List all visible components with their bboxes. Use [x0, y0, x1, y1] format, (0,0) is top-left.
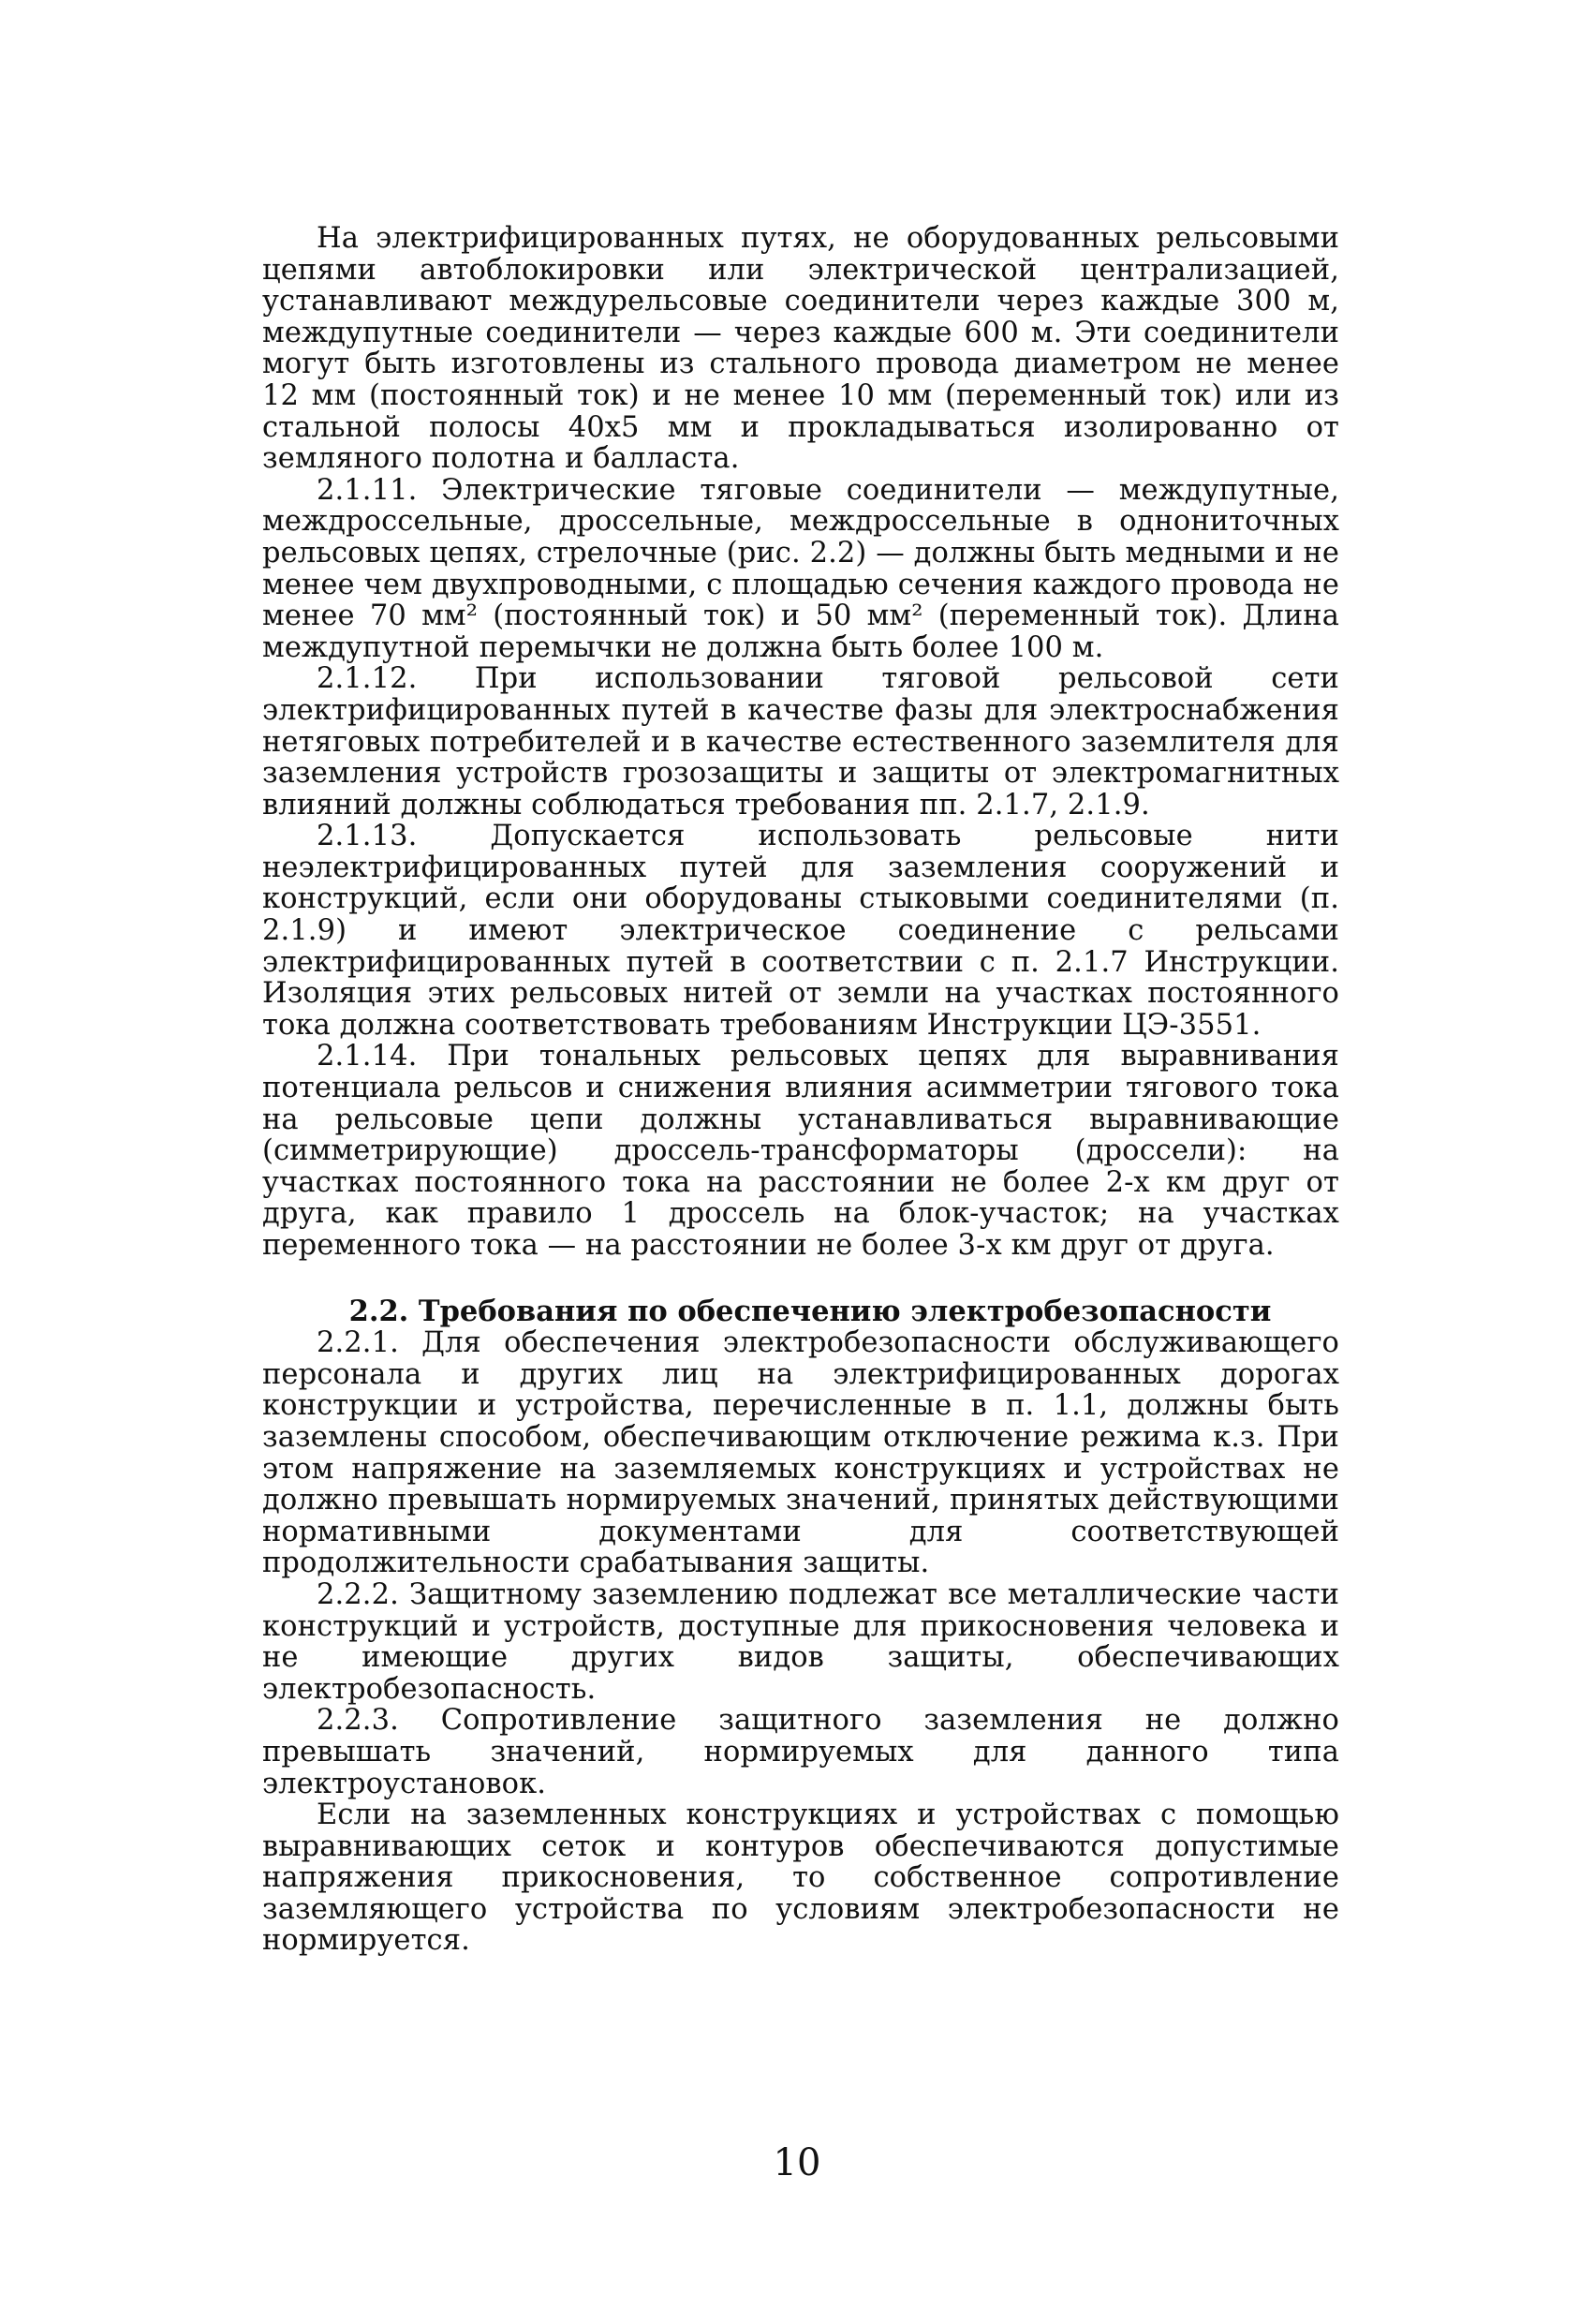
paragraph-2-1-13: 2.1.13. Допускается использовать рельсовые нити неэлектрифицированных путей для заземления сооружений и конструкций, если они оборудованы стыковыми соединителями (п. 2.1.9) и имеют электрическое соединение с рельсами электрифицированных путей в соответствии с п. 2.1.7 Инструкции. Изоляция этих рельсовых нитей от земли на участках постоянного тока должна соответствовать требованиям Инструкции ЦЭ-3551.: [262, 820, 1339, 1042]
paragraph-2-2-3-continuation: Если на заземленных конструкциях и устройствах с помощью выравнивающих сеток и контуров обеспечиваются допустимые напряжения прикосновения, то собственное сопротивление заземляющего устройства по условиям электробезопасности не нормируется.: [262, 1799, 1339, 1958]
paragraph-2-1-12: 2.1.12. При использовании тяговой рельсовой сети электрифицированных путей в качестве фазы для электроснабжения нетяговых потребителей и в качестве естественного заземлителя для заземления устройств грозозащиты и защиты от электромагнитных влияний должны соблюдаться требования пп. 2.1.7, 2.1.9.: [262, 662, 1339, 822]
paragraph-2-2-3: 2.2.3. Сопротивление защитного заземления не должно превышать значений, нормируемых для данного типа электроустановок.: [262, 1704, 1339, 1800]
paragraph-intro: На электрифицированных путях, не оборудованных рельсовыми цепями автоблокировки или электрической централизацией, устанавливают междурельсовые соединители через каждые 300 м, междупутные соединители — через каждые 600 м. Эти соединители могут быть изготовлены из стального провода диаметром не менее 12 мм (постоянный ток) и не менее 10 мм (переменный ток) или из стальной полосы 40x5 мм и прокладываться изолированно от земляного полотна и балласта.: [262, 222, 1339, 476]
paragraph-2-2-2: 2.2.2. Защитному заземлению подлежат все металлические части конструкций и устройств, доступные для прикосновения человека и не имеющие других видов защиты, обеспечивающих электробезопасность.: [262, 1577, 1339, 1706]
section-heading-2-2: 2.2. Требования по обеспечению электробезопасности: [348, 1294, 1272, 1328]
page-number: 10: [773, 2141, 821, 2184]
document-page: [262, 223, 1339, 1957]
paragraph-2-1-11: 2.1.11. Электрические тяговые соединители — междупутные, междроссельные, дроссельные, междроссельные в однониточных рельсовых цепях, стрелочные (рис. 2.2) — должны быть медными и не менее чем двухпроводными, с площадью сечения каждого провода не менее 70 мм² (постоянный ток) и 50 мм² (переменный ток). Длина междупутной перемычки не должна быть более 100 м.: [262, 473, 1339, 664]
paragraph-2-1-14: 2.1.14. При тональных рельсовых цепях для выравнивания потенциала рельсов и снижения влияния асимметрии тягового тока на рельсовые цепи должны устанавливаться выравнивающие (симметрирующие) дроссель-трансформаторы (дроссели): на участках постоянного тока на расстоянии не более 2-х км друг от друга, как правило 1 дроссель на блок-участок; на участках переменного тока — на расстоянии не более 3-х км друг от друга.: [262, 1040, 1339, 1262]
paragraph-2-2-1: 2.2.1. Для обеспечения электробезопасности обслуживающего персонала и других лиц на электрифицированных дорогах конструкции и устройства, перечисленные в п. 1.1, должны быть заземлены способом, обеспечивающим отключение режима к.з. При этом напряжение на заземляемых конструкциях и устройствах не должно превышать нормируемых значений, принятых действующими нормативными документами для соответствующей продолжительности срабатывания защиты.: [262, 1326, 1339, 1580]
